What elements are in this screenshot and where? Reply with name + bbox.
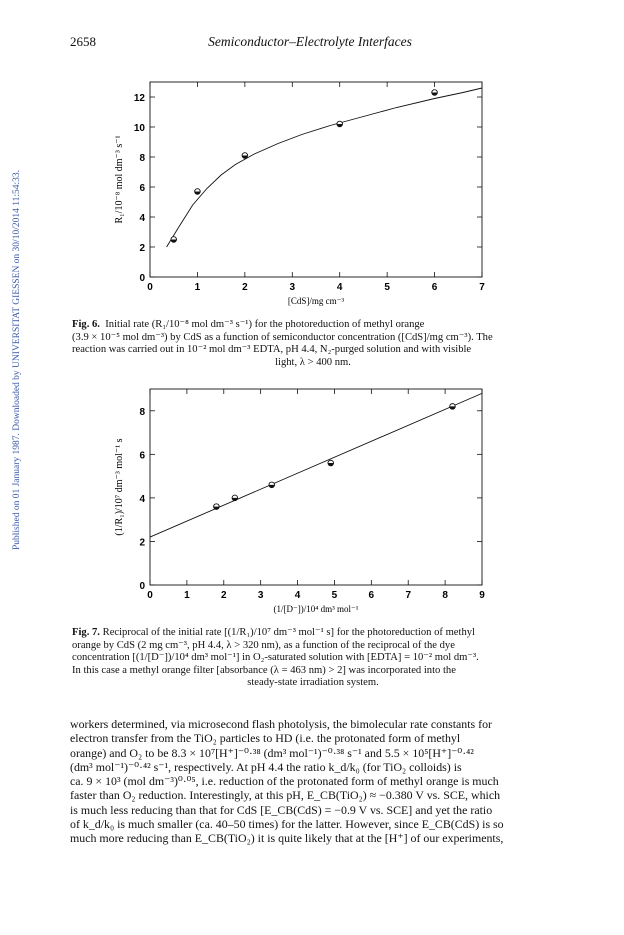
- figure-6-chart: [92, 76, 512, 311]
- fig7-y-tick-label: 8: [139, 406, 145, 418]
- fig6-x-tick-label: 4: [336, 282, 343, 293]
- body-line: ca. 9 × 10³ (mol dm⁻³)⁰·⁰⁵, i.e. reduction of the protonated form of methyl orange is much: [70, 774, 499, 789]
- fig7-x-tick-label: 8: [442, 590, 448, 601]
- body-line: is much less reducing than that for CdS [E_CB(CdS) = −0.9 V vs. SCE] and yet the ratio: [70, 802, 493, 817]
- body-line: orange) and O₂ to be 8.3 × 10⁷[H⁺]⁻⁰·³⁸ (dm³ mol⁻¹)⁻⁰·³⁸ s⁻¹ and 5.5 × 10⁵[H⁺]⁻⁰·⁴²: [70, 745, 474, 760]
- fig6-y-tick-label: 0: [139, 273, 145, 284]
- side-download-note: [10, 80, 24, 640]
- fig6-y-tick-label: 2: [139, 243, 145, 254]
- fig6-fit-curve: [167, 88, 482, 247]
- fig7-x-tick-label: 3: [257, 590, 264, 601]
- fig6-plot-frame: [150, 82, 482, 277]
- figure-7-chart: [92, 383, 512, 619]
- figure-7-caption-line: Reciprocal of the initial rate [(1/R₁)/10⁷ dm⁻³ mol⁻¹ s] for the photoreduction of methyl: [102, 627, 475, 638]
- fig6-y-tick-label: 8: [139, 153, 145, 164]
- fig6-y-tick-label: 10: [133, 123, 145, 134]
- figure-6-caption-line: (3.9 × 10⁻⁵ mol dm⁻³) by CdS as a function of semiconductor concentration ([CdS]/mg cm⁻³). The: [72, 331, 493, 343]
- body-paragraph: [70, 717, 554, 846]
- fig7-x-tick-label: 2: [220, 590, 227, 601]
- body-line: (dm³ mol⁻¹)⁻⁰·⁴² s⁻¹, respectively. At pH 4.4 the ratio k_d/k₀ (for TiO₂ colloids) is: [70, 759, 462, 774]
- figure-7-label: Fig. 7.: [72, 627, 100, 638]
- figure-6-x-axis-label: [CdS]/mg cm⁻³: [287, 296, 345, 306]
- figure-6-label: Fig. 6.: [72, 319, 100, 330]
- figure-7-caption-line: steady-state irradiation system.: [247, 677, 379, 689]
- fig7-x-tick-label: 4: [294, 590, 301, 601]
- fig6-x-tick-label: 3: [289, 282, 296, 293]
- fig7-x-tick-label: 0: [147, 590, 153, 601]
- page-header: [70, 34, 550, 54]
- figure-6-caption-line: Initial rate (R₁/10⁻⁸ mol dm⁻³ s⁻¹) for the photoreduction of methyl orange: [105, 319, 425, 330]
- figure-7-caption-line: concentration [(1/[D⁻])/10⁴ dm³ mol⁻¹] in O₂-saturated solution with [EDTA] = 10⁻² mol dm⁻³.: [72, 652, 479, 664]
- body-line: faster than O₂ reduction. Interestingly, at this pH, E_CB(TiO₂) ≈ −0.380 V vs. SCE, which: [70, 788, 501, 803]
- fig6-x-tick-label: 5: [384, 282, 390, 293]
- figure-6-caption: [72, 319, 554, 369]
- body-line: much more reducing than E_CB(TiO₂) it is quite likely that at the [H⁺] of our experiments,: [70, 831, 504, 846]
- fig6-x-tick-label: 1: [194, 282, 201, 293]
- page-number: 2658: [70, 34, 96, 49]
- side-download-text: Published on 01 January 1987. Downloaded by UNIVERSITAT GIESSEN on 30/10/2014 11:54:33.: [12, 169, 22, 551]
- fig7-x-tick-label: 7: [405, 590, 412, 601]
- fig7-y-tick-label: 0: [139, 581, 145, 592]
- figure-7-caption-line: In this case a methyl orange filter [absorbance (λ = 463 nm) > 2] was incorporated into the: [72, 664, 456, 676]
- fig7-x-tick-label: 9: [479, 590, 485, 601]
- body-line: of k_d/k₀ is much smaller (ca. 40–50 times) for the latter. However, since E_CB(CdS) is so: [70, 817, 504, 832]
- fig7-fit-line: [150, 393, 482, 537]
- fig6-y-tick-label: 6: [139, 183, 145, 194]
- fig7-x-tick-label: 5: [331, 590, 338, 601]
- figure-7-caption: [72, 627, 554, 690]
- fig6-x-tick-label: 6: [431, 282, 438, 293]
- fig6-y-tick-label: 12: [133, 93, 145, 104]
- fig7-plot-frame: [150, 389, 482, 585]
- fig7-x-tick-label: 6: [368, 590, 375, 601]
- figure-7-x-axis-label: (1/[D⁻])/10⁴ dm³ mol⁻¹: [273, 604, 359, 614]
- fig7-y-tick-label: 2: [139, 537, 145, 549]
- fig6-y-tick-label: 4: [139, 213, 145, 224]
- body-line: workers determined, via microsecond flash photolysis, the bimolecular rate constants for: [70, 717, 492, 731]
- fig7-x-tick-label: 1: [184, 590, 190, 601]
- fig6-x-tick-label: 7: [479, 282, 485, 293]
- fig6-x-tick-label: 2: [242, 282, 248, 293]
- fig6-x-tick-label: 0: [147, 282, 153, 293]
- fig7-y-tick-label: 6: [139, 450, 145, 462]
- fig7-y-tick-label: 4: [139, 493, 145, 505]
- figure-7-caption-line: orange by CdS (2 mg cm⁻³, pH 4.4, λ > 320 nm), as a function of the reciprocal of the dye: [72, 639, 455, 651]
- running-title: Semiconductor–Electrolyte Interfaces: [208, 34, 412, 49]
- figure-7-y-axis-label: (1/R₁)/10⁷ dm⁻³ mol⁻¹ s: [114, 438, 125, 536]
- figure-6-y-axis-label: R₁/10⁻⁸ mol dm⁻³ s⁻¹: [114, 135, 125, 224]
- figure-6-caption-line: reaction was carried out in 10⁻² mol dm⁻³ EDTA, pH 4.4, N₂-purged solution and with visible: [72, 344, 472, 356]
- body-line: electron transfer from the TiO₂ particles to HD (i.e. the protonated form of methyl: [70, 731, 461, 746]
- figure-6-caption-line: light, λ > 400 nm.: [275, 356, 351, 368]
